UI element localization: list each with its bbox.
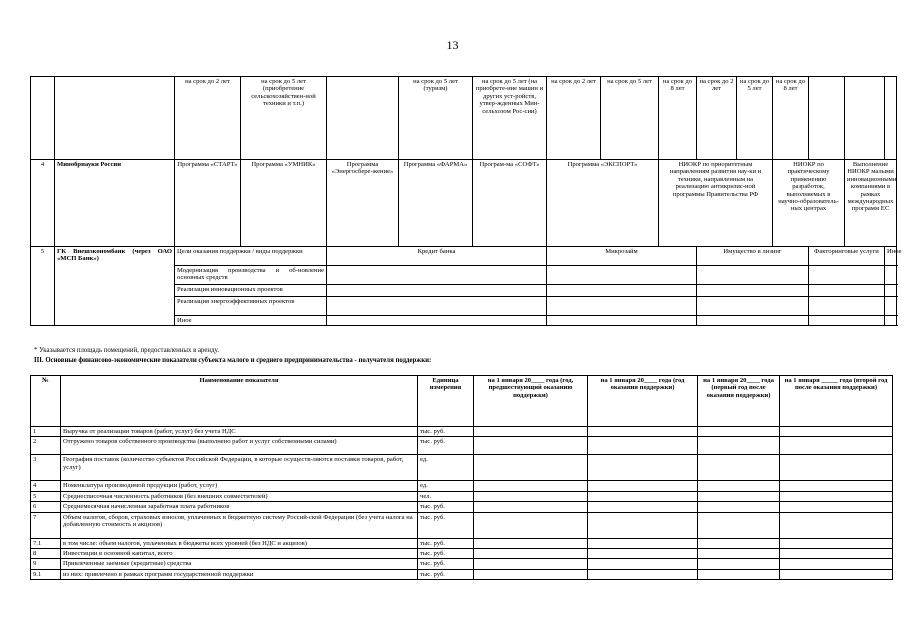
support-goal-cell: Цели оказания поддержки / виды поддержки (175, 247, 327, 266)
column-header: Наименование показателя (61, 376, 418, 427)
unit: тыс. руб. (418, 538, 474, 548)
support-type-header: Кредит банка (327, 247, 547, 266)
column-header: на 1 января 20____ года (год оказания поддержки) (588, 376, 698, 427)
column-header: на 1 января _____ года (второй год после оказания поддержки) (780, 376, 893, 427)
support-type-header: Факторинговые услуги (809, 247, 885, 266)
header-cell: на срок до 5 лет (туризм) (399, 77, 473, 160)
table-row (31, 491, 893, 501)
program-cell: Программа «СТАРТ» (175, 160, 241, 247)
support-goal-cell: Реализация энергоэффективных проектов (175, 297, 327, 316)
row-number: 5 (31, 247, 55, 326)
table-header-row (31, 376, 893, 427)
unit: тыс. руб. (418, 502, 474, 512)
support-goal-cell: Модернизация производства и об-новление основных средств (175, 266, 327, 285)
row-number: 7.1 (31, 538, 61, 548)
table-row (31, 247, 897, 266)
header-cell: на срок до 2 лет (697, 77, 737, 160)
table-row (31, 569, 893, 579)
row-number: 1 (31, 427, 61, 437)
program-cell: Программа «ФАРМА» (399, 160, 473, 247)
header-cell: на срок до 2 лет (175, 77, 241, 160)
program-cell: Программа «ЭКСПОРТ» (547, 160, 659, 247)
header-cell: на срок до 5 лет (737, 77, 773, 160)
column-header: на 1 января 20____ года (первый год после оказания поддержки) (698, 376, 780, 427)
support-type-header: Имущество в лизинг (697, 247, 809, 266)
table-row (31, 538, 893, 548)
indicator-name: Номенклатура производимой продукции (работ, услуг) (61, 481, 418, 491)
row-number: 5 (31, 491, 61, 501)
header-cell: на срок до 8 лет (773, 77, 809, 160)
unit: ед. (418, 481, 474, 491)
indicator-name: Отгружено товаров собственного производства (выполнено работ и услуг собственными силами) (61, 437, 418, 455)
unit: тыс. руб. (418, 549, 474, 559)
indicator-name: Среднесписочная численность работников (без внешних совместителей) (61, 491, 418, 501)
table-row (31, 549, 893, 559)
unit: тыс. руб. (418, 427, 474, 437)
header-cell: на срок до 8 лет (659, 77, 697, 160)
unit: тыс. руб. (418, 512, 474, 538)
support-goal-cell: Иное (175, 316, 327, 326)
column-header: на 1 января 20____ года (год, предшествующий оказанию поддержки) (474, 376, 588, 427)
row-number: 3 (31, 455, 61, 481)
indicator-name: Среднемесячная начисленная заработная плата работников (61, 502, 418, 512)
column-header: Единица измерения (418, 376, 474, 427)
table-row (31, 427, 893, 437)
indicator-name: Объем налогов, сборов, страховых взносов, уплаченных в бюджетную систему Россий-ской Федерации (без учета налога на добавленную стоимость и акцизов) (61, 512, 418, 538)
program-cell: Програм-ма «СОФТ» (473, 160, 547, 247)
row-number: 4 (31, 160, 55, 247)
row-number: 6 (31, 502, 61, 512)
table-row (31, 77, 897, 160)
header-cell: на срок до 5 лет (601, 77, 659, 160)
row-number: 2 (31, 437, 61, 455)
financial-indicators-table (30, 375, 893, 580)
program-cell: Выполнение НИОКР малыми инновационными компаниями в рамках международных программ ЕС (845, 160, 897, 247)
program-cell: НИОКР по приоритетным направлениям развития нау-ки и техники, направленным на реализацию антикризис-ной программы Правительства РФ (659, 160, 773, 247)
support-programs-table (30, 76, 902, 326)
table-row (31, 437, 893, 455)
header-cell: на срок до 5 лет (на приобрете-ние машин и других уст-ройств, утвер-жденных Мин-сельхозом Рос-сии) (473, 77, 547, 160)
row-number: 9 (31, 559, 61, 569)
table-row (31, 160, 897, 247)
support-goal-cell: Реализация инновационных проектов (175, 285, 327, 297)
indicator-name: из них: привлечено в рамках программ государственной поддержки (61, 569, 418, 579)
footnote: * Указывается площадь помещений, предоставленных в аренду. (34, 347, 219, 354)
indicator-name: Привлеченные заемные (кредитные) средства (61, 559, 418, 569)
section-title: III. Основные финансово-экономические показатели субъекта малого и среднего предпринимательства - получателя поддержки: (34, 357, 432, 364)
row-number: 8 (31, 549, 61, 559)
row-number: 9.1 (31, 569, 61, 579)
organization-name: ГК Внешэкономбанк (через ОАО «МСП Банк») (55, 247, 175, 326)
row-number: 7 (31, 512, 61, 538)
column-header: № (31, 376, 61, 427)
unit: тыс. руб. (418, 559, 474, 569)
table-row (31, 512, 893, 538)
header-cell: на срок до 5 лет (приобретение сельскохозяйствен-ной техники и т.п.) (241, 77, 327, 160)
support-type-header: Микрозайм (547, 247, 697, 266)
page-number: 13 (446, 38, 459, 52)
header-cell: на срок до 2 лет (547, 77, 601, 160)
organization-name: Минобрнауки России (55, 160, 175, 247)
support-type-header: Иное (885, 247, 897, 266)
table-row (31, 481, 893, 491)
indicator-name: География поставок (количество субъектов Российской Федерации, в которые осуществ-ляются поставки товаров, работ, услуг) (61, 455, 418, 481)
program-cell: Программа «УМНИК» (241, 160, 327, 247)
indicator-name: в том числе: объем налогов, уплаченных в бюджеты всех уровней (без НДС и акцизов) (61, 538, 418, 548)
unit: чел. (418, 491, 474, 501)
row-number: 4 (31, 481, 61, 491)
program-cell: НИОКР по практическому применению разработок, выполняемых в научно-образователь-ных центрах (773, 160, 845, 247)
table-row (31, 502, 893, 512)
table-row (31, 559, 893, 569)
table-row (31, 455, 893, 481)
indicator-name: Выручка от реализации товаров (работ, услуг) без учета НДС (61, 427, 418, 437)
program-cell: Программа «Энергосбере-жение» (327, 160, 399, 247)
unit: тыс. руб. (418, 569, 474, 579)
unit: тыс. руб. (418, 437, 474, 455)
indicator-name: Инвестиции в основной капитал, всего (61, 549, 418, 559)
unit: ед. (418, 455, 474, 481)
